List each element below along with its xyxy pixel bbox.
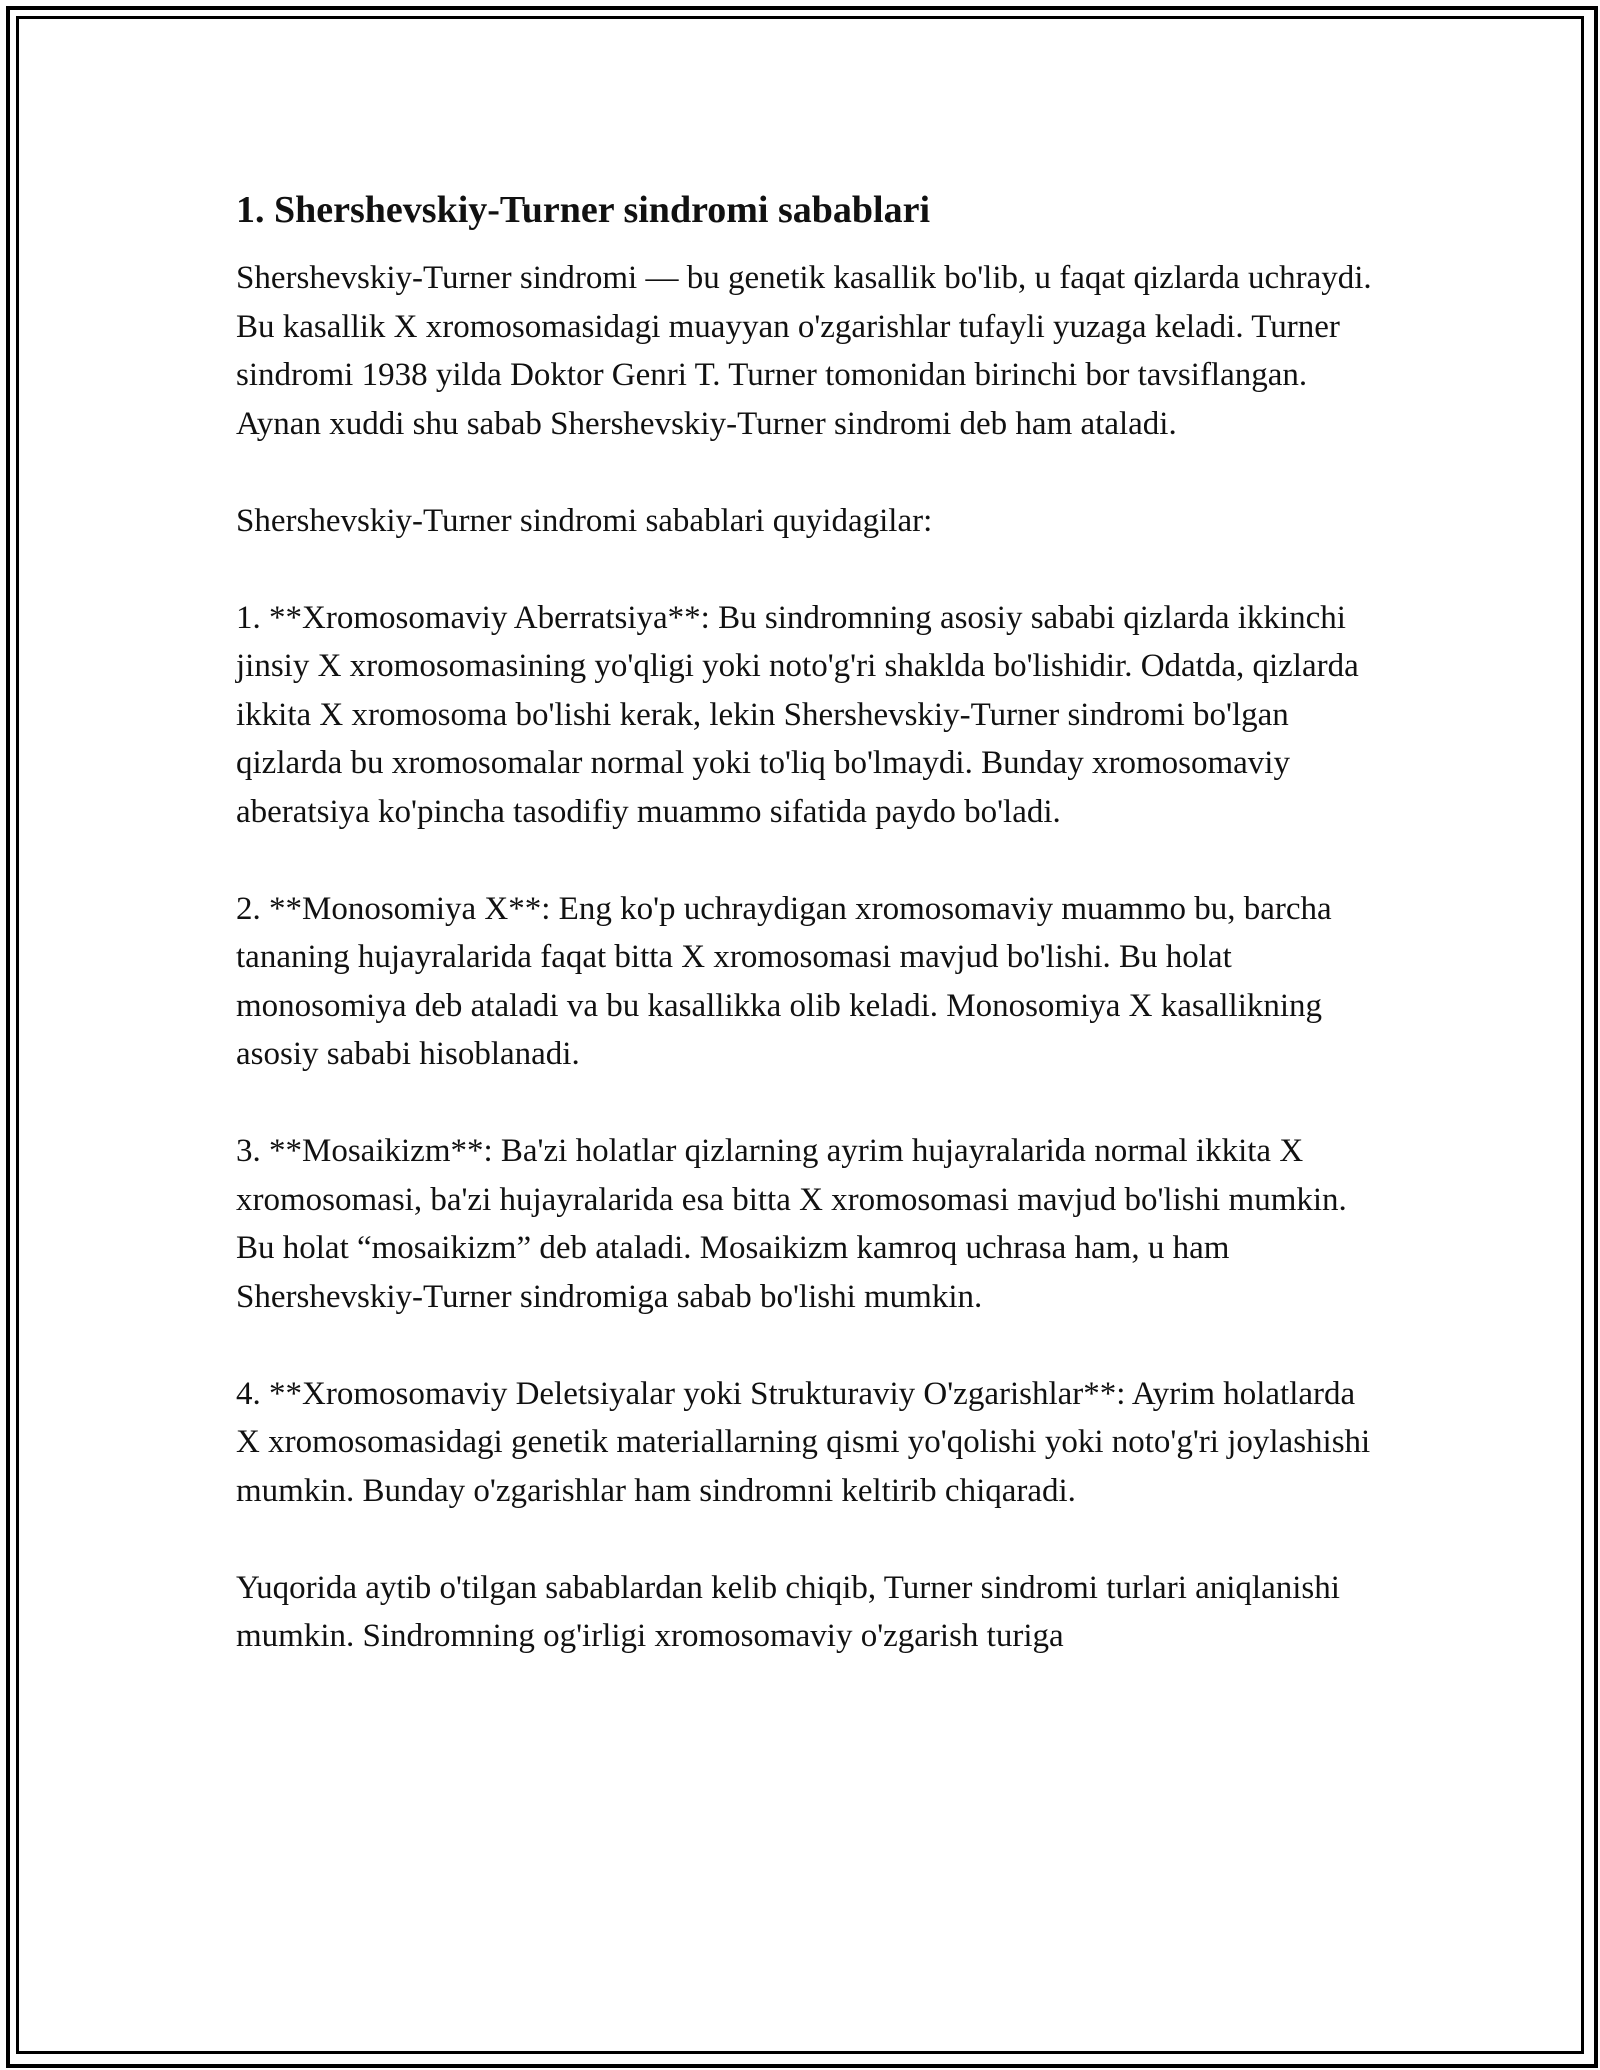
paragraph-causes-lead: Shershevskiy-Turner sindromi sabablari quyidagilar: [236,502,933,539]
paragraph-cause-4: 4. **Xromosomaviy Deletsiyalar yoki Strukturaviy O'zgarishlar**: Ayrim holatlarda X xromosomasidagi genetik materiallarning qismi yo'qolishi yoki noto'g'ri joylashishi mumkin. Bunday o'zgarishlar ham sindromni keltirib chiqaradi. [236,1375,1371,1509]
paragraph-intro: Shershevskiy-Turner sindromi — bu genetik kasallik bo'lib, u faqat qizlarda uchraydi. Bu kasallik X xromosomasidagi muayyan o'zgarishlar tufayli yuzaga keladi. Turner sindromi 1938 yilda Doktor Genri T. Turner tomonidan birinchi bor tavsiflangan. Aynan xuddi shu sabab Shershevskiy-Turner sindromi deb ham ataladi. [236,260,1372,442]
paragraph-conclusion: Yuqorida aytib o'tilgan sabablardan kelib chiqib, Turner sindromi turlari aniqlanishi mumkin. Sindromning og'irligi xromosomaviy o'zgarish turiga [236,1569,1340,1654]
paragraph-cause-1: 1. **Xromosomaviy Aberratsiya**: Bu sindromning asosiy sababi qizlarda ikkinchi jinsiy X xromosomasining yo'qligi yoki noto'g'ri shaklda bo'lishidir. Odatda, qizlarda ikkita X xromosoma bo'lishi kerak, lekin Shershevskiy-Turner sindromi bo'lgan qizlarda bu xromosomalar normal yoki to'liq bo'lmaydi. Bunday xromosomaviy aberatsiya ko'pincha tasodifiy muammo sifatida paydo bo'ladi. [236,599,1359,830]
document-title: 1. Shershevskiy-Turner sindromi sabablari [236,189,931,231]
paragraph-cause-2: 2. **Monosomiya X**: Eng ko'p uchraydigan xromosomaviy muammo bu, barcha tananing hujayralarida faqat bitta X xromosomasi mavjud bo'lishi. Bu holat monosomiya deb ataladi va bu kasallikka olib keladi. Monosomiya X kasallikning asosiy sababi hisoblanadi. [236,890,1332,1072]
paragraph-cause-3: 3. **Mosaikizm**: Ba'zi holatlar qizlarning ayrim hujayralarida normal ikkita X xromosomasi, ba'zi hujayralarida esa bitta X xromosomasi mavjud bo'lishi mumkin. Bu holat “mosaikizm” deb ataladi. Mosaikizm kamroq uchrasa ham, u ham Shershevskiy-Turner sindromiga sabab bo'lishi mumkin. [236,1133,1347,1315]
document-body [236,186,1376,1709]
